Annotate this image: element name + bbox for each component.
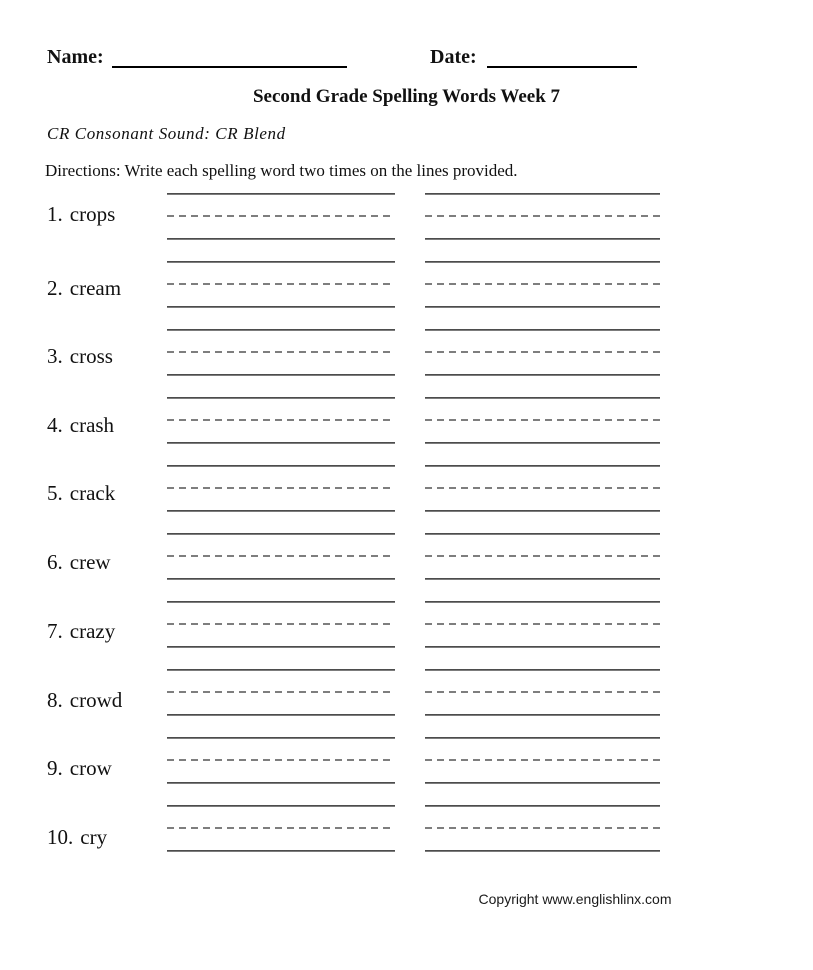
writing-line-baseline bbox=[167, 238, 395, 240]
writing-lines-group bbox=[167, 329, 395, 376]
writing-line-middle bbox=[167, 623, 395, 625]
spelling-word: crazy bbox=[69, 619, 116, 643]
writing-lines-group bbox=[167, 261, 395, 308]
writing-line-middle bbox=[167, 691, 395, 693]
spelling-word: crow bbox=[69, 756, 112, 780]
writing-lines-group bbox=[167, 601, 395, 648]
writing-line-middle bbox=[167, 487, 395, 489]
writing-line-middle bbox=[167, 351, 395, 353]
writing-line-baseline bbox=[425, 238, 660, 240]
writing-lines-group bbox=[167, 533, 395, 580]
writing-lines-group bbox=[425, 669, 660, 716]
writing-line-middle bbox=[425, 555, 660, 557]
word-number: 8. bbox=[47, 688, 63, 712]
word-label bbox=[47, 342, 113, 370]
writing-line-top bbox=[167, 533, 395, 535]
writing-line-top bbox=[167, 193, 395, 195]
writing-lines-group bbox=[167, 193, 395, 240]
writing-line-top bbox=[425, 193, 660, 195]
writing-line-top bbox=[167, 669, 395, 671]
writing-line-middle bbox=[425, 283, 660, 285]
word-label bbox=[47, 754, 112, 782]
word-number: 7. bbox=[47, 619, 63, 643]
writing-line-baseline bbox=[167, 306, 395, 308]
directions-text: Directions: Write each spelling word two times on the lines provided. bbox=[45, 161, 518, 180]
word-number: 2. bbox=[47, 276, 63, 300]
writing-line-baseline bbox=[167, 850, 395, 852]
writing-line-baseline bbox=[167, 578, 395, 580]
word-label bbox=[47, 686, 122, 714]
writing-line-top bbox=[425, 601, 660, 603]
writing-line-top bbox=[167, 805, 395, 807]
writing-line-baseline bbox=[425, 850, 660, 852]
writing-line-baseline bbox=[425, 578, 660, 580]
writing-line-baseline bbox=[167, 374, 395, 376]
word-number: 4. bbox=[47, 413, 63, 437]
spelling-word: cream bbox=[69, 276, 122, 300]
writing-lines-group bbox=[167, 669, 395, 716]
writing-line-middle bbox=[167, 419, 395, 421]
writing-line-baseline bbox=[425, 442, 660, 444]
writing-line-middle bbox=[167, 283, 395, 285]
word-label bbox=[47, 823, 107, 851]
writing-line-top bbox=[167, 261, 395, 263]
writing-line-middle bbox=[167, 215, 395, 217]
writing-lines-group bbox=[425, 533, 660, 580]
writing-lines-group bbox=[167, 465, 395, 512]
writing-line-baseline bbox=[425, 646, 660, 648]
word-number: 5. bbox=[47, 481, 63, 505]
writing-line-baseline bbox=[167, 510, 395, 512]
writing-line-middle bbox=[425, 487, 660, 489]
date-label: Date: bbox=[430, 46, 477, 68]
writing-line-top bbox=[167, 397, 395, 399]
writing-line-top bbox=[167, 737, 395, 739]
spelling-word: cross bbox=[69, 344, 113, 368]
writing-line-middle bbox=[167, 827, 395, 829]
writing-lines-group bbox=[425, 397, 660, 444]
writing-line-middle bbox=[167, 759, 395, 761]
copyright-footer: Copyright www.englishlinx.com bbox=[478, 891, 672, 907]
writing-lines-group bbox=[425, 193, 660, 240]
name-label: Name: bbox=[47, 46, 104, 68]
name-blank-line bbox=[112, 66, 347, 68]
writing-line-middle bbox=[425, 827, 660, 829]
writing-line-middle bbox=[425, 351, 660, 353]
writing-line-baseline bbox=[425, 306, 660, 308]
word-number: 3. bbox=[47, 344, 63, 368]
writing-line-top bbox=[167, 329, 395, 331]
writing-lines-group bbox=[167, 397, 395, 444]
writing-line-top bbox=[425, 465, 660, 467]
writing-line-middle bbox=[167, 555, 395, 557]
word-label bbox=[47, 479, 115, 507]
writing-line-top bbox=[425, 805, 660, 807]
writing-line-middle bbox=[425, 215, 660, 217]
writing-lines-group bbox=[167, 805, 395, 852]
writing-line-baseline bbox=[167, 782, 395, 784]
lesson-subtitle: CR Consonant Sound: CR Blend bbox=[47, 124, 286, 143]
word-label bbox=[47, 274, 121, 302]
writing-line-middle bbox=[425, 623, 660, 625]
spelling-word: cry bbox=[80, 825, 108, 849]
writing-line-middle bbox=[425, 419, 660, 421]
word-label bbox=[47, 548, 111, 576]
writing-line-top bbox=[425, 329, 660, 331]
writing-line-baseline bbox=[425, 510, 660, 512]
writing-line-top bbox=[167, 601, 395, 603]
writing-line-baseline bbox=[167, 646, 395, 648]
word-number: 6. bbox=[47, 550, 63, 574]
writing-line-baseline bbox=[167, 714, 395, 716]
word-label bbox=[47, 200, 115, 228]
writing-line-top bbox=[167, 465, 395, 467]
writing-line-baseline bbox=[425, 714, 660, 716]
word-label bbox=[47, 617, 115, 645]
spelling-word: crowd bbox=[69, 688, 123, 712]
writing-line-middle bbox=[425, 759, 660, 761]
writing-line-top bbox=[425, 261, 660, 263]
spelling-word: crops bbox=[69, 202, 116, 226]
word-number: 1. bbox=[47, 202, 63, 226]
writing-line-top bbox=[425, 737, 660, 739]
writing-lines-group bbox=[425, 601, 660, 648]
word-label bbox=[47, 411, 114, 439]
writing-line-top bbox=[425, 669, 660, 671]
writing-lines-group bbox=[425, 805, 660, 852]
writing-line-baseline bbox=[425, 782, 660, 784]
writing-line-middle bbox=[425, 691, 660, 693]
writing-line-baseline bbox=[425, 374, 660, 376]
spelling-word: crash bbox=[69, 413, 115, 437]
writing-lines-group bbox=[425, 465, 660, 512]
spelling-word: crew bbox=[69, 550, 111, 574]
word-number: 9. bbox=[47, 756, 63, 780]
writing-line-top bbox=[425, 533, 660, 535]
writing-line-top bbox=[425, 397, 660, 399]
spelling-word: crack bbox=[69, 481, 116, 505]
page-title: Second Grade Spelling Words Week 7 bbox=[252, 86, 561, 107]
writing-lines-group bbox=[425, 329, 660, 376]
writing-lines-group bbox=[167, 737, 395, 784]
date-blank-line bbox=[487, 66, 637, 68]
writing-lines-group bbox=[425, 261, 660, 308]
word-number: 10. bbox=[47, 825, 74, 849]
writing-line-baseline bbox=[167, 442, 395, 444]
writing-lines-group bbox=[425, 737, 660, 784]
